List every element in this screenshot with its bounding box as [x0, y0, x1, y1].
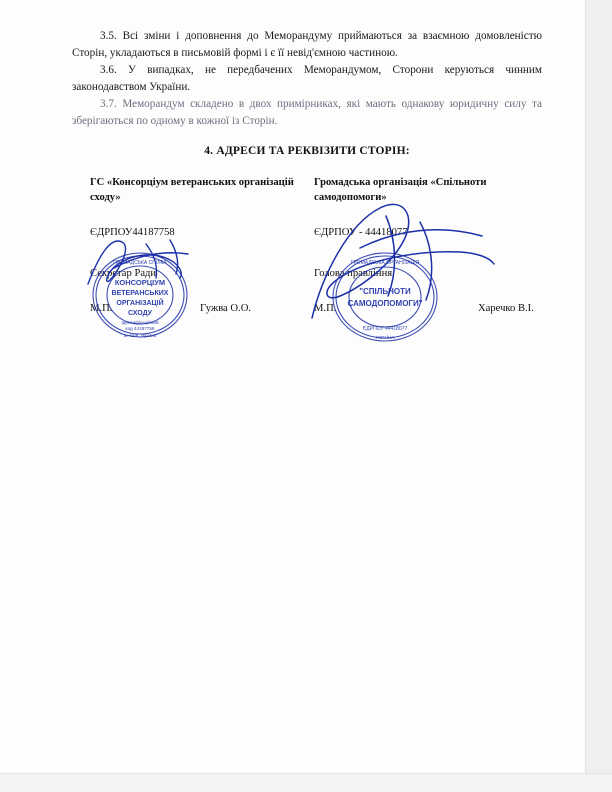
- party-left-signatory: Гужва О.О.: [200, 303, 252, 314]
- party-right-signatory: Харечко В.І.: [478, 303, 534, 314]
- svg-text:ВЕТЕРАНСЬКИХ: ВЕТЕРАНСЬКИХ: [111, 290, 169, 297]
- party-left-stamp-label: М.П.: [90, 303, 113, 314]
- svg-text:м. Київ, Україна: м. Київ, Україна: [124, 333, 156, 338]
- party-left-code: ЄДРПОУ44187758: [90, 227, 175, 238]
- party-left-name: ГС «Консорціум ветеранських організацій сходу»: [90, 177, 294, 203]
- page-edge-bottom: [0, 773, 612, 792]
- page-edge-right: [585, 0, 612, 792]
- party-left-role: Секретар Ради: [90, 268, 157, 279]
- svg-text:ГРОМАДСЬКА СПІЛКА: ГРОМАДСЬКА СПІЛКА: [113, 260, 167, 266]
- paragraph-3-5: 3.5. Всі зміни і доповнення до Меморандуму приймаються за взаємною домовленістю Сторін, укладаються в письмовій формі і є її невід'ємною частиною.: [72, 30, 542, 59]
- svg-text:ГРОМАДСЬКА ОРГАНІЗАЦІЯ: ГРОМАДСЬКА ОРГАНІЗАЦІЯ: [350, 260, 420, 266]
- party-right-code: ЄДРПОУ - 44418077: [314, 227, 408, 238]
- svg-text:ОРГАНІЗАЦІЙ: ОРГАНІЗАЦІЙ: [116, 300, 164, 307]
- party-right-stamp-label: М.П.: [314, 303, 337, 314]
- svg-text:код 44187758: код 44187758: [125, 326, 155, 331]
- svg-text:КОНСОРЦІУМ: КОНСОРЦІУМ: [114, 278, 166, 287]
- paragraph-3-7: 3.7. Меморандум складено в двох примірниках, які мають однакову юридичну силу та зберігаються по одному в кожної із Сторін.: [72, 98, 542, 127]
- svg-text:Ідентифікаційний: Ідентифікаційний: [121, 320, 159, 325]
- document-content: [72, 28, 542, 415]
- paragraph-3-6: 3.6. У випадках, не передбачених Меморандумом, Сторони керуються чинним законодавством України.: [72, 64, 542, 93]
- svg-text:САМОДОПОМОГИ": САМОДОПОМОГИ": [347, 299, 423, 308]
- party-right: [314, 175, 524, 279]
- svg-text:СХОДУ: СХОДУ: [127, 310, 153, 317]
- party-left: [90, 175, 300, 279]
- svg-text:ЄДРПОУ 44418077: ЄДРПОУ 44418077: [362, 326, 408, 332]
- party-right-name: Громадська організація «Спільноти самодопомоги»: [314, 177, 487, 203]
- svg-text:"СПІЛЬНОТИ: "СПІЛЬНОТИ: [359, 287, 411, 296]
- party-right-role: Голова правління: [314, 268, 393, 279]
- svg-text:УКРАЇНА: УКРАЇНА: [375, 335, 395, 340]
- parties-block: [72, 175, 542, 415]
- section-title-requisites: 4. АДРЕСИ ТА РЕКВІЗИТИ СТОРІН:: [204, 145, 410, 157]
